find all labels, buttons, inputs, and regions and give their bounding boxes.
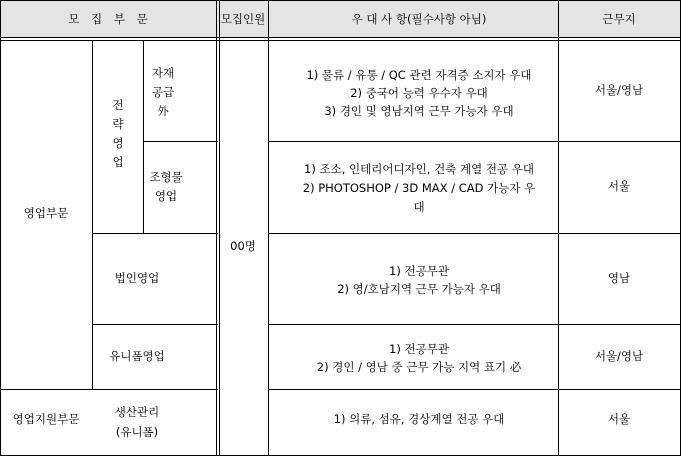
location-corporate: 영남 [607, 271, 631, 285]
location-uniform: 서울/영남 [594, 349, 644, 363]
sub-division-production: 생산관리 (유니폼) [114, 405, 160, 439]
preference-production: 1) 의류, 섬유, 경상계열 전공 우대 [333, 412, 505, 426]
header-preference: 우 대 사 항(필수사항 아님) [351, 12, 487, 26]
header-location: 근무지 [602, 12, 636, 26]
strategic-sales-label: 전 략 영 업 [112, 98, 124, 169]
group-sales-support: 영업지원부문 [12, 412, 80, 426]
preference-sculpture: 1) 조소, 인테리어디자인, 건축 계열 전공 우대 2) PHOTOSHOP / 3D MAX / CAD 가능자 우 대 [302, 162, 536, 214]
location-sculpture: 서울 [607, 179, 631, 193]
sub-division-uniform: 유니폼영업 [109, 349, 165, 363]
preference-uniform: 1) 전공무관 2) 경인 / 영남 중 근무 가능 지역 표기 必 [316, 342, 522, 374]
preference-corporate: 1) 전공무관 2) 영/호남지역 근무 가능자 우대 [337, 264, 501, 296]
headcount-value: 00명 [230, 239, 256, 253]
sub-division-materials: 자재 공급 外 [151, 66, 175, 118]
header-division: 모 집 부 문 [68, 12, 152, 26]
sub-division-sculpture: 조형물 영업 [149, 170, 183, 203]
location-production: 서울 [607, 412, 631, 426]
header-headcount: 모집인원 [220, 12, 266, 26]
group-sales: 영업부문 [23, 206, 69, 220]
sub-division-corporate: 법인영업 [114, 271, 160, 285]
preference-materials: 1) 물류 / 유통 / QC 관련 자격증 소지자 우대 2) 중국어 능력 우수자 우대 3) 경인 및 영남지역 근무 가능자 우대 [306, 68, 532, 118]
location-materials: 서울/영남 [594, 83, 644, 97]
